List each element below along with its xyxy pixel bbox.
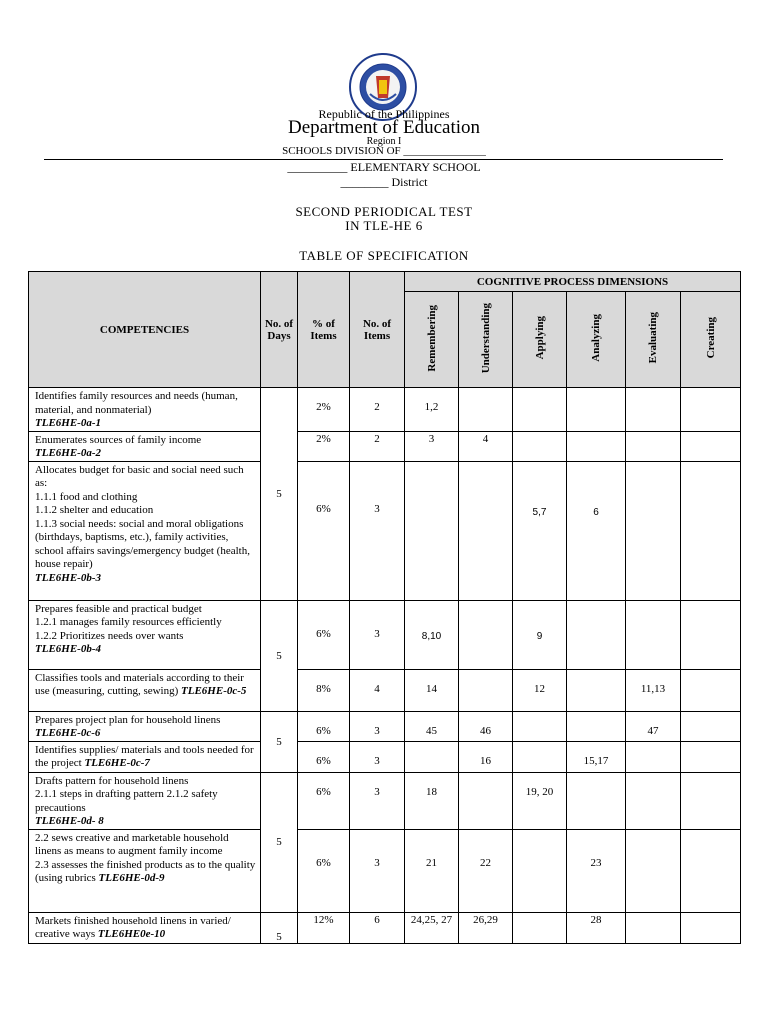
- header-items: No. of Items: [350, 272, 405, 388]
- remembering-cell: [405, 741, 459, 772]
- competency-cell: Allocates budget for basic and social need such as: 1.1.1 food and clothing 1.1.2 shelter and education 1.1.3 social needs: social and moral obligations (birthdays, baptisms, etc.), family activities, school affairs savings/emergency budget (health, house repair) TLE6HE-0b-3: [29, 461, 261, 600]
- remembering-cell: 18: [405, 772, 459, 829]
- competency-cell: Prepares feasible and practical budget 1.2.1 manages family resources efficiently 1.2.2 Prioritizes needs over wants TLE6HE-0b-4: [29, 600, 261, 669]
- understanding-cell: 16: [459, 741, 513, 772]
- analyzing-cell: [567, 431, 626, 461]
- items-cell: 3: [350, 829, 405, 912]
- remembering-cell: 14: [405, 669, 459, 711]
- table-row: [29, 388, 741, 432]
- evaluating-cell: 47: [626, 711, 681, 741]
- percent-cell: 6%: [298, 461, 350, 600]
- creating-cell: [681, 461, 741, 600]
- items-cell: 3: [350, 741, 405, 772]
- specification-table: [28, 271, 741, 944]
- percent-cell: 6%: [298, 741, 350, 772]
- division-label: SCHOOLS DIVISION OF _______________: [282, 145, 486, 157]
- understanding-cell: [459, 600, 513, 669]
- evaluating-cell: [626, 829, 681, 912]
- header-creating: Creating: [681, 292, 741, 388]
- applying-cell: 5,7: [513, 461, 567, 600]
- understanding-cell: [459, 669, 513, 711]
- header-percent: % of Items: [298, 272, 350, 388]
- evaluating-cell: [626, 912, 681, 943]
- creating-cell: [681, 669, 741, 711]
- items-cell: 3: [350, 772, 405, 829]
- table-row: [29, 772, 741, 829]
- evaluating-cell: [626, 431, 681, 461]
- header-evaluating: Evaluating: [626, 292, 681, 388]
- evaluating-cell: [626, 772, 681, 829]
- creating-cell: [681, 829, 741, 912]
- items-cell: 3: [350, 461, 405, 600]
- applying-cell: [513, 431, 567, 461]
- understanding-cell: 26,29: [459, 912, 513, 943]
- applying-cell: [513, 912, 567, 943]
- items-cell: 3: [350, 600, 405, 669]
- header-cognitive-dimensions: COGNITIVE PROCESS DIMENSIONS: [405, 272, 741, 292]
- creating-cell: [681, 711, 741, 741]
- remembering-cell: 24,25, 27: [405, 912, 459, 943]
- creating-cell: [681, 388, 741, 432]
- days-cell: 5: [261, 388, 298, 601]
- competency-cell: Drafts pattern for household linens 2.1.1 steps in drafting pattern 2.1.2 safety precautions TLE6HE-0d- 8: [29, 772, 261, 829]
- header-applying: Applying: [513, 292, 567, 388]
- republic-label: Republic of the Philippines: [318, 107, 450, 121]
- header-days: No. of Days: [261, 272, 298, 388]
- competency-cell: Enumerates sources of family income TLE6HE-0a-2: [29, 431, 261, 461]
- table-row: [29, 461, 741, 600]
- analyzing-cell: [567, 600, 626, 669]
- competency-cell: 2.2 sews creative and marketable household linens as means to augment family income 2.3 assesses the finished products as to the quality (using rubrics TLE6HE-0d-9: [29, 829, 261, 912]
- table-row: [29, 912, 741, 943]
- percent-cell: 6%: [298, 829, 350, 912]
- header-analyzing: Analyzing: [567, 292, 626, 388]
- percent-cell: 2%: [298, 431, 350, 461]
- evaluating-cell: [626, 741, 681, 772]
- creating-cell: [681, 600, 741, 669]
- percent-cell: 2%: [298, 388, 350, 432]
- evaluating-cell: [626, 600, 681, 669]
- test-title: SECOND PERIODICAL TEST: [295, 204, 473, 219]
- competency-cell: Identifies supplies/ materials and tools needed for the project TLE6HE-0c-7: [29, 741, 261, 772]
- applying-cell: 12: [513, 669, 567, 711]
- table-row: [29, 669, 741, 711]
- percent-cell: 6%: [298, 772, 350, 829]
- table-row: [29, 711, 741, 741]
- remembering-cell: 1,2: [405, 388, 459, 432]
- days-cell: 5: [261, 772, 298, 912]
- remembering-cell: [405, 461, 459, 600]
- applying-cell: [513, 829, 567, 912]
- test-subject: IN TLE-HE 6: [345, 218, 423, 233]
- applying-cell: 19, 20: [513, 772, 567, 829]
- remembering-cell: 3: [405, 431, 459, 461]
- header-remembering: Remembering: [405, 292, 459, 388]
- competency-cell: Markets finished household linens in varied/ creative ways TLE6HE0e-10: [29, 912, 261, 943]
- evaluating-cell: [626, 461, 681, 600]
- competency-cell: Classifies tools and materials according to their use (measuring, cutting, sewing) TLE6HE-0c-5: [29, 669, 261, 711]
- analyzing-cell: 28: [567, 912, 626, 943]
- percent-cell: 8%: [298, 669, 350, 711]
- table-title: TABLE OF SPECIFICATION: [299, 248, 469, 263]
- understanding-cell: [459, 461, 513, 600]
- percent-cell: 12%: [298, 912, 350, 943]
- understanding-cell: 46: [459, 711, 513, 741]
- applying-cell: [513, 741, 567, 772]
- table-row: [29, 829, 741, 912]
- applying-cell: [513, 711, 567, 741]
- table-row: [29, 431, 741, 461]
- items-cell: 3: [350, 711, 405, 741]
- header-understanding: Understanding: [459, 292, 513, 388]
- school-label: __________ ELEMENTARY SCHOOL: [287, 160, 481, 174]
- creating-cell: [681, 912, 741, 943]
- region-label: Region I: [366, 136, 402, 147]
- table-row: [29, 600, 741, 669]
- competency-cell: Identifies family resources and needs (human, material, and nonmaterial) TLE6HE-0a-1: [29, 388, 261, 432]
- understanding-cell: 4: [459, 431, 513, 461]
- analyzing-cell: [567, 669, 626, 711]
- analyzing-cell: [567, 711, 626, 741]
- remembering-cell: 21: [405, 829, 459, 912]
- items-cell: 6: [350, 912, 405, 943]
- remembering-cell: 45: [405, 711, 459, 741]
- understanding-cell: [459, 772, 513, 829]
- analyzing-cell: 6: [567, 461, 626, 600]
- items-cell: 2: [350, 431, 405, 461]
- analyzing-cell: [567, 772, 626, 829]
- creating-cell: [681, 741, 741, 772]
- header-competencies: COMPETENCIES: [29, 272, 261, 388]
- department-title: Department of Education: [287, 117, 481, 138]
- district-label: ________ District: [340, 175, 428, 189]
- creating-cell: [681, 431, 741, 461]
- analyzing-cell: 15,17: [567, 741, 626, 772]
- percent-cell: 6%: [298, 711, 350, 741]
- understanding-cell: 22: [459, 829, 513, 912]
- percent-cell: 6%: [298, 600, 350, 669]
- analyzing-cell: [567, 388, 626, 432]
- applying-cell: [513, 388, 567, 432]
- days-cell: 5: [261, 711, 298, 772]
- analyzing-cell: 23: [567, 829, 626, 912]
- applying-cell: 9: [513, 600, 567, 669]
- evaluating-cell: [626, 388, 681, 432]
- items-cell: 4: [350, 669, 405, 711]
- understanding-cell: [459, 388, 513, 432]
- evaluating-cell: 11,13: [626, 669, 681, 711]
- remembering-cell: 8,10: [405, 600, 459, 669]
- items-cell: 2: [350, 388, 405, 432]
- table-row: [29, 741, 741, 772]
- competency-cell: Prepares project plan for household linens TLE6HE-0c-6: [29, 711, 261, 741]
- days-cell: 5: [261, 600, 298, 711]
- creating-cell: [681, 772, 741, 829]
- days-cell: 5: [261, 912, 298, 943]
